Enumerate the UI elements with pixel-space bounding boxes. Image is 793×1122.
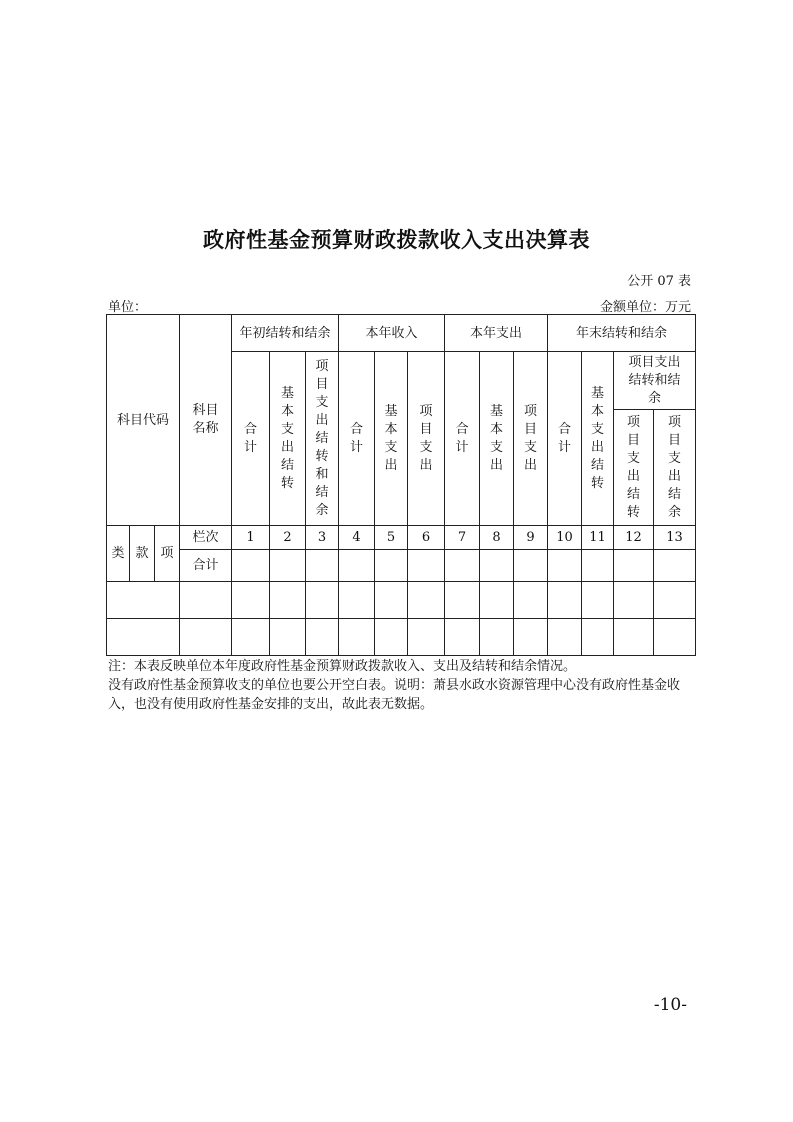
page-title: 政府性基金预算财政拨款收入支出决算表 bbox=[203, 228, 590, 252]
header-subject-name: 科目名称 bbox=[180, 315, 232, 526]
page-number: -10- bbox=[653, 995, 687, 1015]
table-row bbox=[107, 619, 696, 656]
col-number: 7 bbox=[445, 526, 480, 550]
header-group-income: 本年收入 bbox=[339, 315, 445, 352]
col-number: 11 bbox=[582, 526, 614, 550]
amount-unit-label: 金额单位：万元 bbox=[599, 300, 691, 315]
header-begin-basic-carry: 基本支出结转 bbox=[270, 352, 306, 526]
table-row bbox=[107, 582, 696, 619]
note-line: 注：本表反映单位本年度政府性基金预算财政拨款收入、支出及结转和结余情况。 bbox=[108, 659, 577, 674]
code-sub: 项 bbox=[155, 526, 180, 582]
header-end-project-carry-balance: 项目支出结转和结余 bbox=[614, 352, 696, 410]
col-number: 9 bbox=[514, 526, 548, 550]
header-begin-project-carry-balance: 项目支出结转和结余 bbox=[306, 352, 339, 526]
header-income-basic: 基本支出 bbox=[375, 352, 408, 526]
unit-label: 单位： bbox=[108, 300, 148, 315]
header-subject-code: 科目代码 bbox=[107, 315, 180, 526]
col-number: 4 bbox=[339, 526, 375, 550]
col-number: 13 bbox=[654, 526, 696, 550]
col-number: 3 bbox=[306, 526, 339, 550]
form-number: 公开 07 表 bbox=[627, 274, 691, 289]
header-expense-project: 项目支出 bbox=[514, 352, 548, 526]
header-expense-total: 合计 bbox=[445, 352, 480, 526]
header-begin-total: 合计 bbox=[232, 352, 270, 526]
header-income-total: 合计 bbox=[339, 352, 375, 526]
row-total-label: 合计 bbox=[180, 550, 232, 582]
code-class: 类 bbox=[107, 526, 130, 582]
header-group-expense: 本年支出 bbox=[445, 315, 548, 352]
header-end-project-carry: 项目支出结转 bbox=[614, 410, 654, 526]
col-number: 8 bbox=[480, 526, 514, 550]
header-end-total: 合计 bbox=[548, 352, 582, 526]
header-end-project-balance: 项目支出结余 bbox=[654, 410, 696, 526]
col-number: 6 bbox=[408, 526, 445, 550]
header-end-basic-carry: 基本支出结转 bbox=[582, 352, 614, 526]
col-number: 12 bbox=[614, 526, 654, 550]
budget-table bbox=[106, 314, 696, 656]
col-number: 2 bbox=[270, 526, 306, 550]
col-number: 10 bbox=[548, 526, 582, 550]
note-line: 没有政府性基金预算收支的单位也要公开空白表。说明：萧县水政水资源管理中心没有政府性基金收入，也没有使用政府性基金安排的支出，故此表无数据。 bbox=[108, 678, 681, 712]
col-number: 1 bbox=[232, 526, 270, 550]
table-note bbox=[108, 657, 700, 714]
code-item: 款 bbox=[130, 526, 155, 582]
col-number: 5 bbox=[375, 526, 408, 550]
header-group-begin-balance: 年初结转和结余 bbox=[232, 315, 339, 352]
header-group-end-balance: 年末结转和结余 bbox=[548, 315, 696, 352]
header-income-project: 项目支出 bbox=[408, 352, 445, 526]
table-row-total bbox=[107, 550, 696, 582]
header-expense-basic: 基本支出 bbox=[480, 352, 514, 526]
row-column-number-label: 栏次 bbox=[180, 526, 232, 550]
